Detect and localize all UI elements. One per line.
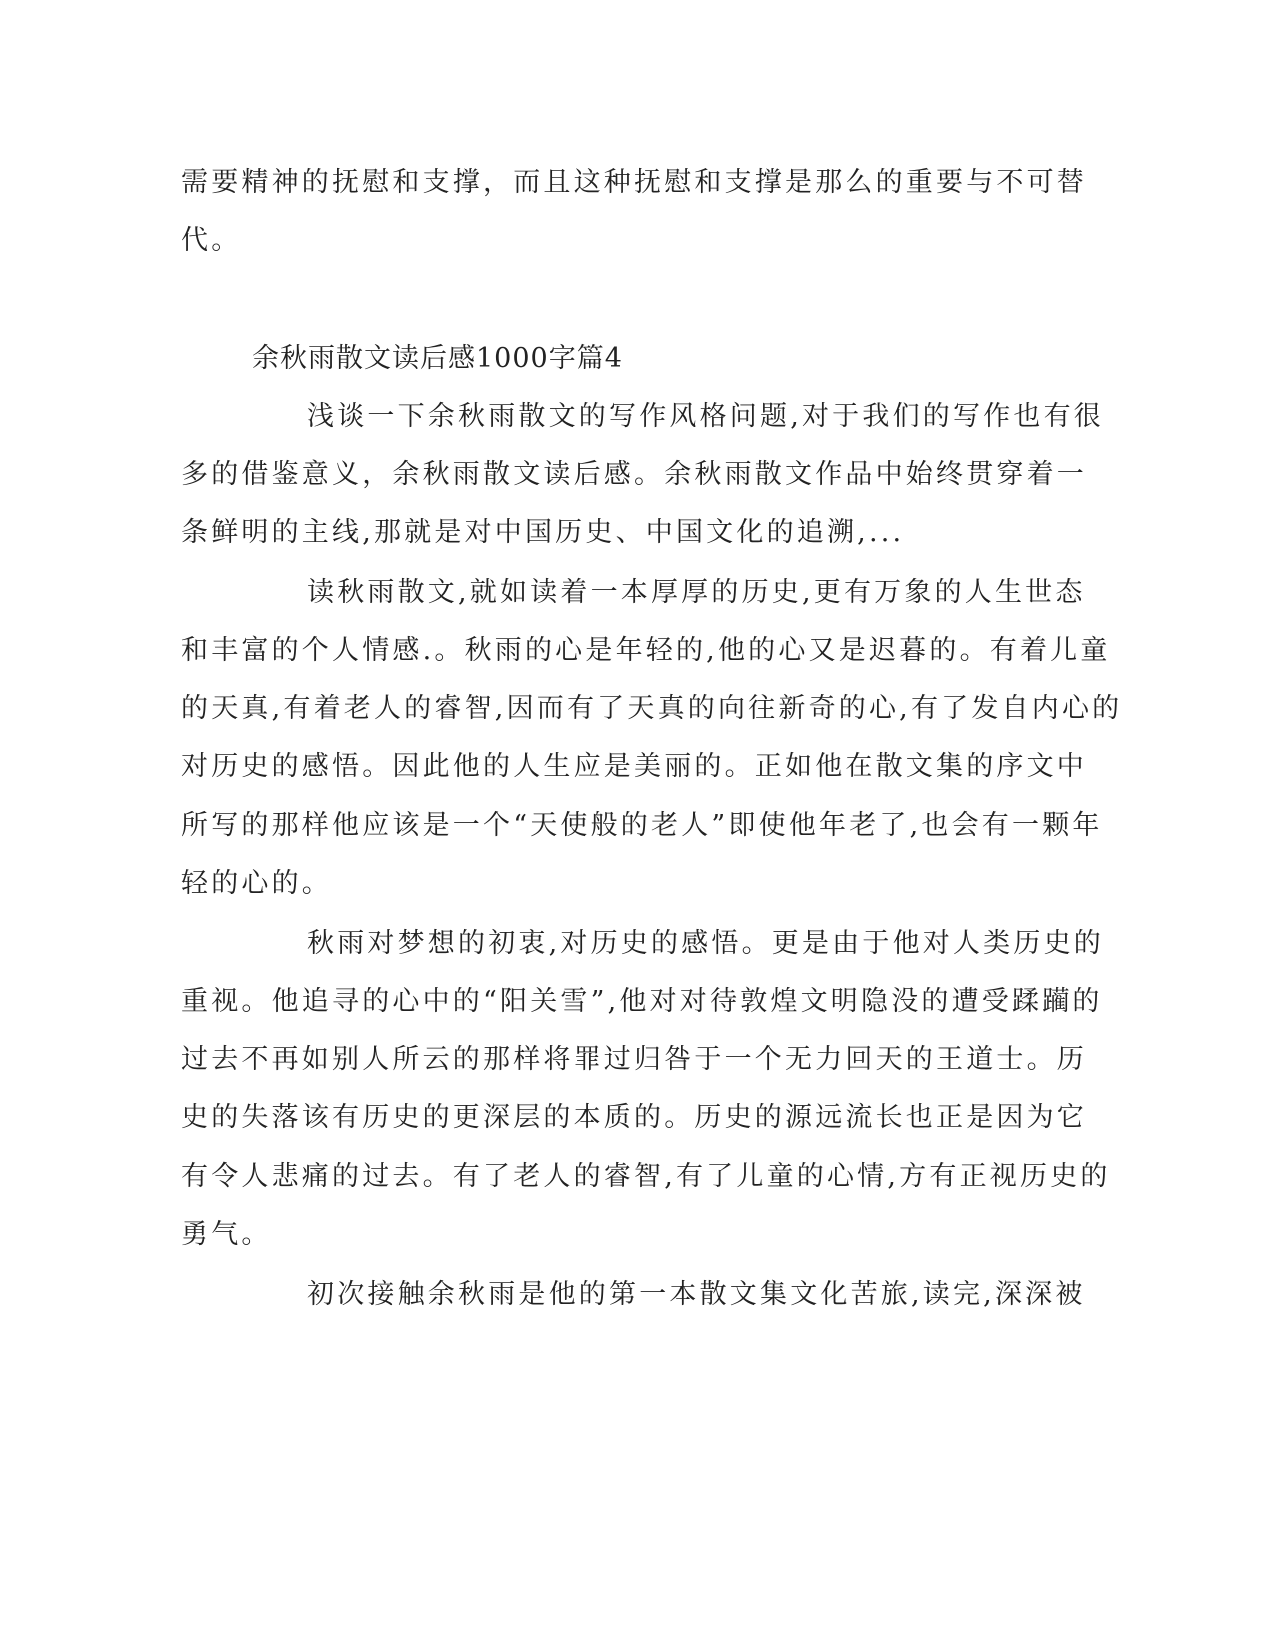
paragraph-first-line: 初次接触余秋雨是他的第一本散文集文化苦旅,读完,深深被 — [307, 1279, 1086, 1310]
text-line: 的天真,有着老人的睿智,因而有了天真的向往新奇的心,有了发自内心的 — [181, 693, 1123, 724]
text-line: 勇气。 — [181, 1219, 272, 1250]
text-line: 多的借鉴意义，余秋雨散文读后感。余秋雨散文作品中始终贯穿着一 — [181, 459, 1087, 490]
text-line: 有令人悲痛的过去。有了老人的睿智,有了儿童的心情,方有正视历史的 — [181, 1161, 1111, 1192]
section-heading: 余秋雨散文读后感1000字篇4 — [252, 343, 623, 374]
paragraph-first-line: 浅谈一下余秋雨散文的写作风格问题,对于我们的写作也有很 — [307, 401, 1104, 432]
text-line: 史的失落该有历史的更深层的本质的。历史的源远流长也正是因为它 — [181, 1102, 1087, 1133]
text-line: 过去不再如别人所云的那样将罪过归咎于一个无力回天的王道士。历 — [181, 1044, 1087, 1075]
paragraph-first-line: 读秋雨散文,就如读着一本厚厚的历史,更有万象的人生世态 — [307, 577, 1086, 608]
text-line: 重视。他追寻的心中的“阳关雪”,他对对待敦煌文明隐没的遭受蹂躏的 — [181, 986, 1103, 1017]
text-line: 代。 — [181, 225, 242, 256]
text-line: 所写的那样他应该是一个“天使般的老人”即使他年老了,也会有一颗年 — [181, 810, 1103, 841]
text-line: 条鲜明的主线,那就是对中国历史、中国文化的追溯,... — [181, 517, 905, 548]
text-line: 对历史的感悟。因此他的人生应是美丽的。正如他在散文集的序文中 — [181, 751, 1087, 782]
text-line: 轻的心的。 — [181, 868, 332, 899]
text-line: 和丰富的个人情感.。秋雨的心是年轻的,他的心又是迟暮的。有着儿童 — [181, 635, 1111, 666]
text-line: 需要精神的抚慰和支撑，而且这种抚慰和支撑是那么的重要与不可替 — [181, 167, 1087, 198]
paragraph-first-line: 秋雨对梦想的初衷,对历史的感悟。更是由于他对人类历史的 — [307, 928, 1104, 959]
